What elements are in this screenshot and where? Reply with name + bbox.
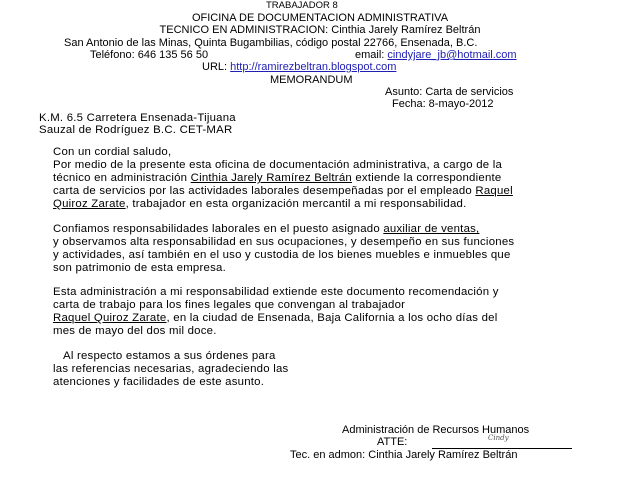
p2-line-1: [53, 224, 479, 235]
employee-name-first: Raquel: [475, 185, 513, 197]
phone-number: 646 135 56 50: [137, 49, 209, 61]
email-label: email:: [355, 49, 385, 61]
p1-line-4-tail: , trabajador en esta organización mercantil a mi responsabilidad.: [125, 198, 467, 210]
worker-tag: TRABAJADOR 8: [266, 0, 338, 11]
p3-line-3-tail: , en la ciudad de Ensenada, Baja California a los ocho días del: [166, 312, 498, 324]
memorandum-title: MEMORANDUM: [270, 74, 353, 86]
employee-name-last: Quiroz Zarate: [53, 198, 126, 210]
recipient-line-2: Sauzal de Rodríguez B.C. CET-MAR: [39, 124, 233, 136]
employee-full-name: Raquel Quiroz Zarate: [53, 312, 167, 324]
p3-line-2: carta de trabajo para los fines legales que convengan al trabajador: [53, 299, 406, 311]
office-title: OFICINA DE DOCUMENTACION ADMINISTRATIVA: [191, 12, 449, 24]
p4-line-1: Al respecto estamos a sus órdenes para: [63, 350, 276, 362]
p1-line-2-tail: extiende la correspondiente: [355, 172, 502, 184]
p1-line-3: [53, 186, 513, 197]
job-position: auxiliar de ventas,: [383, 223, 480, 235]
p2-line-3: y actividades, así también en el uso y custodia de los bienes muebles e inmuebles que: [53, 249, 511, 261]
signer-line: Tec. en admon: Cinthia Jarely Ramírez Beltrán: [290, 449, 518, 461]
address-line: San Antonio de las Minas, Quinta Bugambilias, código postal 22766, Ensenada, B.C.: [64, 37, 478, 49]
url-line: [202, 62, 396, 73]
subject-line: Asunto: Carta de servicios: [385, 86, 514, 98]
p2-line-1-text: Confiamos responsabilidades laborales en el puesto asignado: [53, 223, 380, 235]
phone-line: [90, 50, 208, 61]
p3-line-1: Esta administración a mi responsabilidad extiende este documento recomendación y: [53, 286, 499, 298]
p4-line-2: las referencias necesarias, agradeciendo las: [53, 363, 289, 375]
p1-line-3-text: carta de servicios por las actividades laborales desempeñadas por el empleado: [53, 185, 472, 197]
p2-line-2: y observamos alta responsabilidad en sus ocupaciones, y desempeño en sus funciones: [53, 236, 515, 248]
url-label: URL:: [202, 61, 228, 73]
email-link[interactable]: cindyjare_jb@hotmail.com: [387, 49, 517, 61]
technician-line: TECNICO EN ADMINISTRACION: Cinthia Jarely Ramírez Beltrán: [159, 24, 481, 36]
recipient-line-1: K.M. 6.5 Carretera Ensenada-Tijuana: [39, 112, 236, 124]
p4-line-3: atenciones y facilidades de este asunto.: [53, 376, 265, 388]
department-line: Administración de Recursos Humanos: [342, 424, 530, 436]
technician-name: Cinthia Jarely Ramírez Beltrán: [190, 172, 352, 184]
p2-line-4: son patrimonio de esta empresa.: [53, 262, 226, 274]
phone-label: Teléfono:: [90, 49, 135, 61]
p1-line-4: [53, 199, 467, 210]
p1-line-2-text: técnico en administración: [53, 172, 188, 184]
date-line: Fecha: 8-mayo-2012: [392, 98, 494, 110]
atte-label: ATTE:: [377, 436, 408, 448]
p1-line-2: [53, 173, 501, 184]
p3-line-3: [53, 313, 497, 324]
handwritten-signature: Cindy: [488, 434, 509, 442]
url-link[interactable]: http://ramirezbeltran.blogspot.com: [230, 61, 397, 73]
email-line: [355, 50, 517, 61]
greeting: Con un cordial saludo,: [53, 146, 172, 158]
p1-line-1: Por medio de la presente esta oficina de documentación administrativa, a cargo de la: [53, 159, 503, 171]
p3-line-4: mes de mayo del dos mil doce.: [53, 325, 217, 337]
